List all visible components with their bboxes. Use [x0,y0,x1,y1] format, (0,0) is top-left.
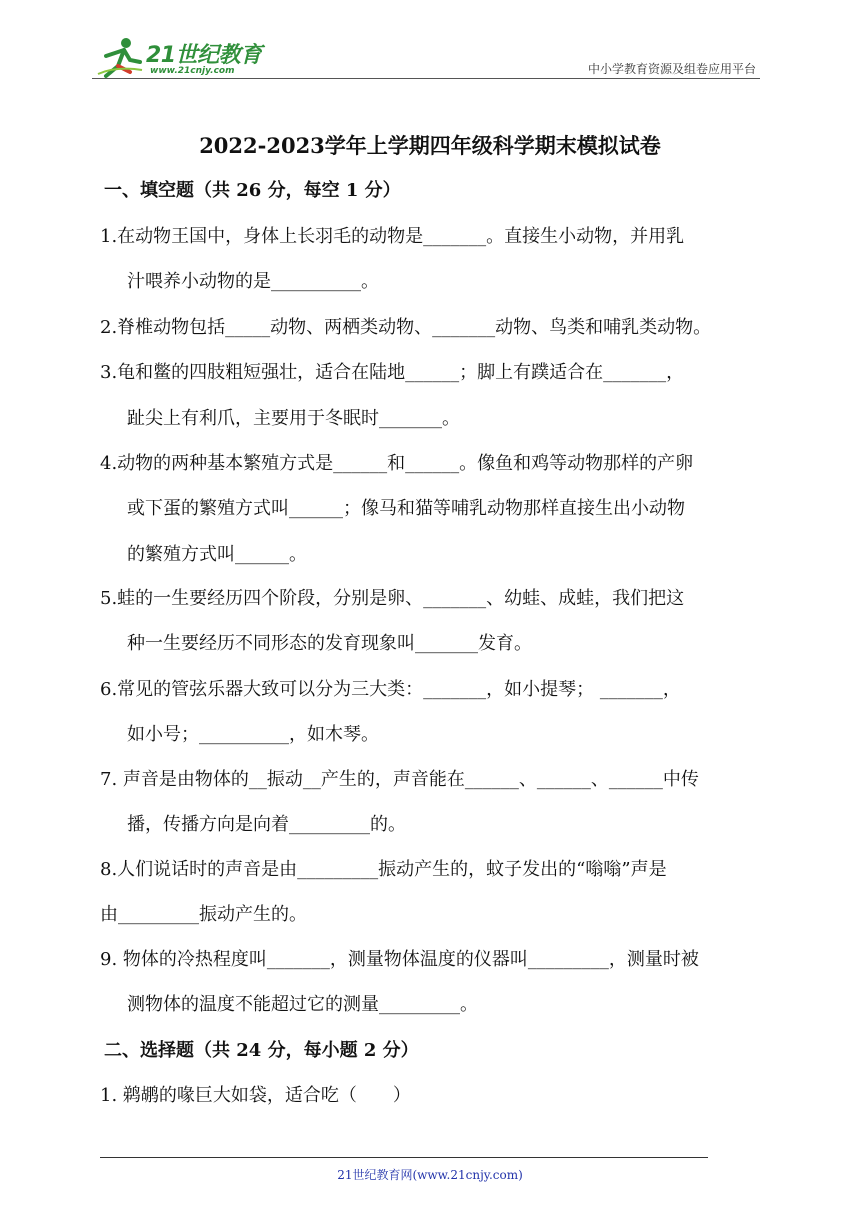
question-line: 播，传播方向是向着_________的。 [127,814,406,835]
footer-text: 21世纪教育网(www.21cnjy.com) [337,1168,523,1182]
question-line: 5.蛙的一生要经历四个阶段，分别是卵、_______、幼蛙、成蛙，我们把这 [100,588,685,609]
platform-name: 中小学教育资源及组卷应用平台 [587,62,756,76]
logo [96,36,266,80]
question-line: 7. 声音是由物体的__振动__产生的，声音能在______、______、______中传 [100,769,699,790]
footer-divider [100,1157,708,1158]
question-line: 汁喂养小动物的是__________。 [127,271,379,292]
section-multiple-choice: 二、选择题（共 24 分，每小题 2 分） [104,1040,419,1061]
logo-text: 21世纪教育 [146,43,262,68]
runner-logo-icon [96,36,144,80]
section-fill-in: 一、填空题（共 26 分，每空 1 分） [104,180,401,201]
question-line: 或下蛋的繁殖方式叫______；像马和猫等哺乳动物那样直接生出小动物 [127,498,685,519]
question-line: 1.在动物王国中，身体上长羽毛的动物是_______。直接生小动物，并用乳 [100,226,685,247]
question-line: 由_________振动产生的。 [100,904,307,925]
exam-title: 2022-2023学年上学期四年级科学期末模拟试卷 [199,133,661,158]
page-header [92,30,760,80]
logo-url: www.21cnjy.com [150,66,235,76]
question-line: 趾尖上有利爪，主要用于冬眠时_______。 [127,408,460,429]
question-line: 种一生要经历不同形态的发育现象叫_______发育。 [127,633,532,654]
question-line: 3.龟和鳖的四肢粗短强壮，适合在陆地______；脚上有蹼适合在_______， [100,362,685,383]
question-line: 9. 物体的冷热程度叫_______，测量物体温度的仪器叫_________，测量时被 [100,949,699,970]
header-divider [92,78,760,79]
question-line: 8.人们说话时的声音是由_________振动产生的，蚊子发出的“嗡嗡”声是 [100,859,667,880]
question-line: 2.脊椎动物包括_____动物、两栖类动物、_______动物、鸟类和哺乳类动物。 [100,317,712,338]
question-line: 6.常见的管弦乐器大致可以分为三大类：_______，如小提琴； _______， [100,679,681,700]
question-line: 如小号；__________，如木琴。 [127,724,379,745]
question-line: 的繁殖方式叫______。 [127,544,307,565]
question-line: 4.动物的两种基本繁殖方式是______和______。像鱼和鸡等动物那样的产卵 [100,453,694,474]
question-line: 1. 鹈鹕的喙巨大如袋，适合吃（ ） [100,1085,411,1106]
question-line: 测物体的温度不能超过它的测量_________。 [127,994,478,1015]
